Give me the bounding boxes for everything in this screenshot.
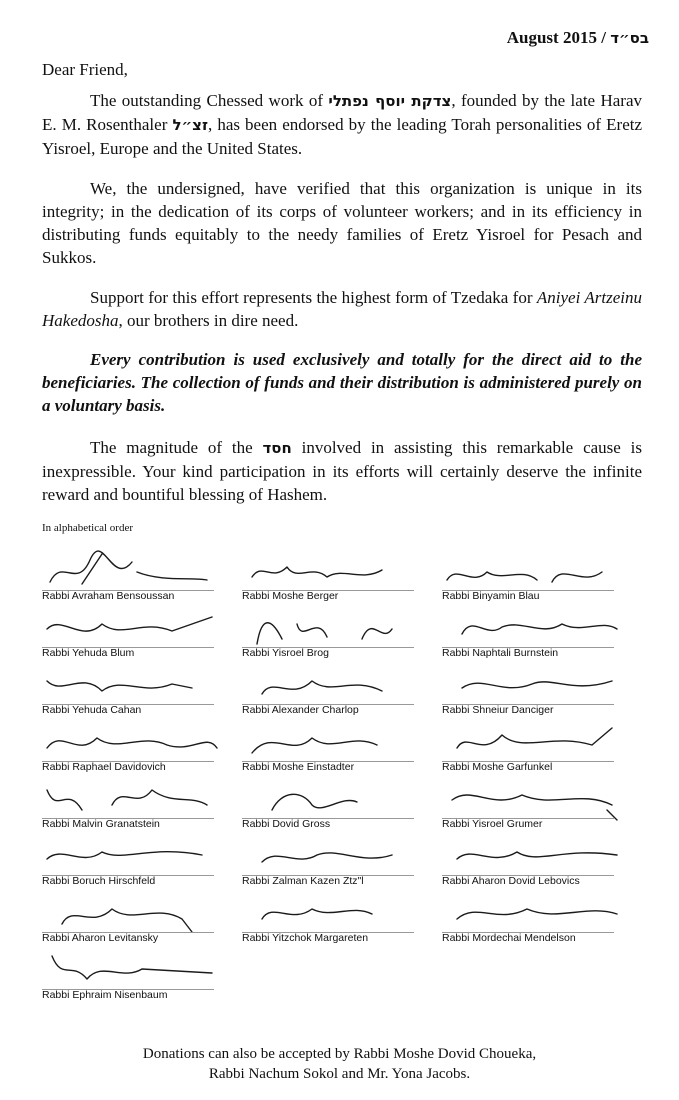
signature-block [242,894,414,944]
signature-block [42,723,214,773]
signatory-name: Rabbi Moshe Garfunkel [442,761,553,773]
signature-block [442,609,614,659]
signatory-name: Rabbi Binyamin Blau [442,590,540,602]
handwritten-signature [42,666,214,706]
signature-block [242,780,414,830]
handwritten-signature [442,894,614,934]
handwritten-signature [42,894,214,934]
handwritten-signature [42,609,214,649]
signature-block [442,723,614,773]
paragraph-verification: We, the undersigned, have verified that this organization is unique in its integrity; in the dedication of its corps of volunteer workers; and in its efficiency in distributing funds equitably to the needy families of Eretz Yisroel for Pesach and Sukkos. [42,179,642,267]
signatory-name: Rabbi Naphtali Burnstein [442,647,559,659]
footer-note [0,1044,679,1084]
signatory-name: Rabbi Zalman Kazen Ztz"l [242,875,364,887]
signatory-name: Rabbi Yisroel Brog [242,647,329,659]
handwritten-signature [42,552,214,592]
salutation: Dear Friend, [42,60,128,79]
signatory-name: Rabbi Malvin Granatstein [42,818,160,830]
signature-block [242,609,414,659]
signatory-name: Rabbi Boruch Hirschfeld [42,875,156,887]
handwritten-signature [242,894,414,934]
hebrew-organization-name: צדקת יוסף נפתלי [328,92,452,110]
handwritten-signature [442,552,614,592]
signatory-name: Rabbi Alexander Charlop [242,704,359,716]
handwritten-signature [442,780,614,820]
italic-phrase: Aniyei Artzeinu Hakedosha [42,288,642,330]
signatory-name: Rabbi Aharon Levitansky [42,932,159,944]
paragraph-endorsement: The outstanding Chessed work of צדקת יוסף נפתלי, founded by the late Harav E. M. Rosenthaler זצ״ל, has been endorsed by the leading Torah personalities of Eretz Yisroel, Europe and the United States. [42,91,643,158]
hebrew-header: בס״ד [610,29,649,47]
signature-block [42,666,214,716]
signature-block [42,552,214,602]
handwritten-signature [242,780,414,820]
handwritten-signature [42,951,214,991]
hebrew-chessed: חסד [262,439,292,457]
signatory-name: Rabbi Yehuda Cahan [42,704,142,716]
signatory-name: Rabbi Moshe Berger [242,590,339,602]
paragraph-support: Support for this effort represents the highest form of Tzedaka for Aniyei Artzeinu Hakedosha, our brothers in dire need. [42,288,642,330]
signatory-name: Rabbi Aharon Dovid Lebovics [442,875,580,887]
signature-block [42,609,214,659]
signatory-name: Rabbi Yisroel Grumer [442,818,543,830]
signature-block [242,666,414,716]
footer-line-2: Rabbi Nachum Sokol and Mr. Yona Jacobs. [208,1066,471,1082]
date-separator: / [601,28,606,47]
date-header [507,28,649,48]
handwritten-signature [242,609,414,649]
handwritten-signature [242,723,414,763]
handwritten-signature [42,723,214,763]
signatory-name: Rabbi Yitzchok Margareten [242,932,369,944]
alphabetical-note: In alphabetical order [42,522,134,534]
signatory-name: Rabbi Avraham Bensoussan [42,590,175,602]
handwritten-signature [42,780,214,820]
date: August 2015 [506,28,597,47]
paragraph-magnitude: The magnitude of the חסד involved in assisting this remarkable cause is inexpressible. Your kind participation in its efforts will certainly deserve the infinite reward and bountiful blessing of Hashem. [42,438,642,504]
handwritten-signature [442,837,614,877]
hebrew-honorific: זצ״ל [172,116,208,134]
signature-block [42,837,214,887]
signature-block [442,780,614,830]
signature-block [42,951,214,1001]
handwritten-signature [42,837,214,877]
signatory-name: Rabbi Ephraim Nisenbaum [42,989,168,1001]
footer-line-1: Donations can also be accepted by Rabbi Moshe Dovid Choueka, [142,1046,537,1062]
signature-block [442,552,614,602]
signature-block [242,552,414,602]
signature-block [442,837,614,887]
signature-block [442,894,614,944]
signature-block [42,894,214,944]
signatory-name: Rabbi Raphael Davidovich [42,761,166,773]
signature-block [242,837,414,887]
signatory-name: Rabbi Mordechai Mendelson [442,932,576,944]
signatory-name: Rabbi Moshe Einstadter [242,761,355,773]
handwritten-signature [242,837,414,877]
signature-block [242,723,414,773]
handwritten-signature [242,666,414,706]
handwritten-signature [442,666,614,706]
paragraph-contribution-notice: Every contribution is used exclusively and totally for the direct aid to the beneficiaries. The collection of funds and their distribution is administered purely on a voluntary basis. [42,350,642,415]
signatory-name: Rabbi Dovid Gross [242,818,331,830]
handwritten-signature [442,723,614,763]
signatory-name: Rabbi Shneiur Danciger [442,704,554,716]
handwritten-signature [442,609,614,649]
signature-block [42,780,214,830]
signatory-name: Rabbi Yehuda Blum [42,647,135,659]
signature-block [442,666,614,716]
handwritten-signature [242,552,414,592]
